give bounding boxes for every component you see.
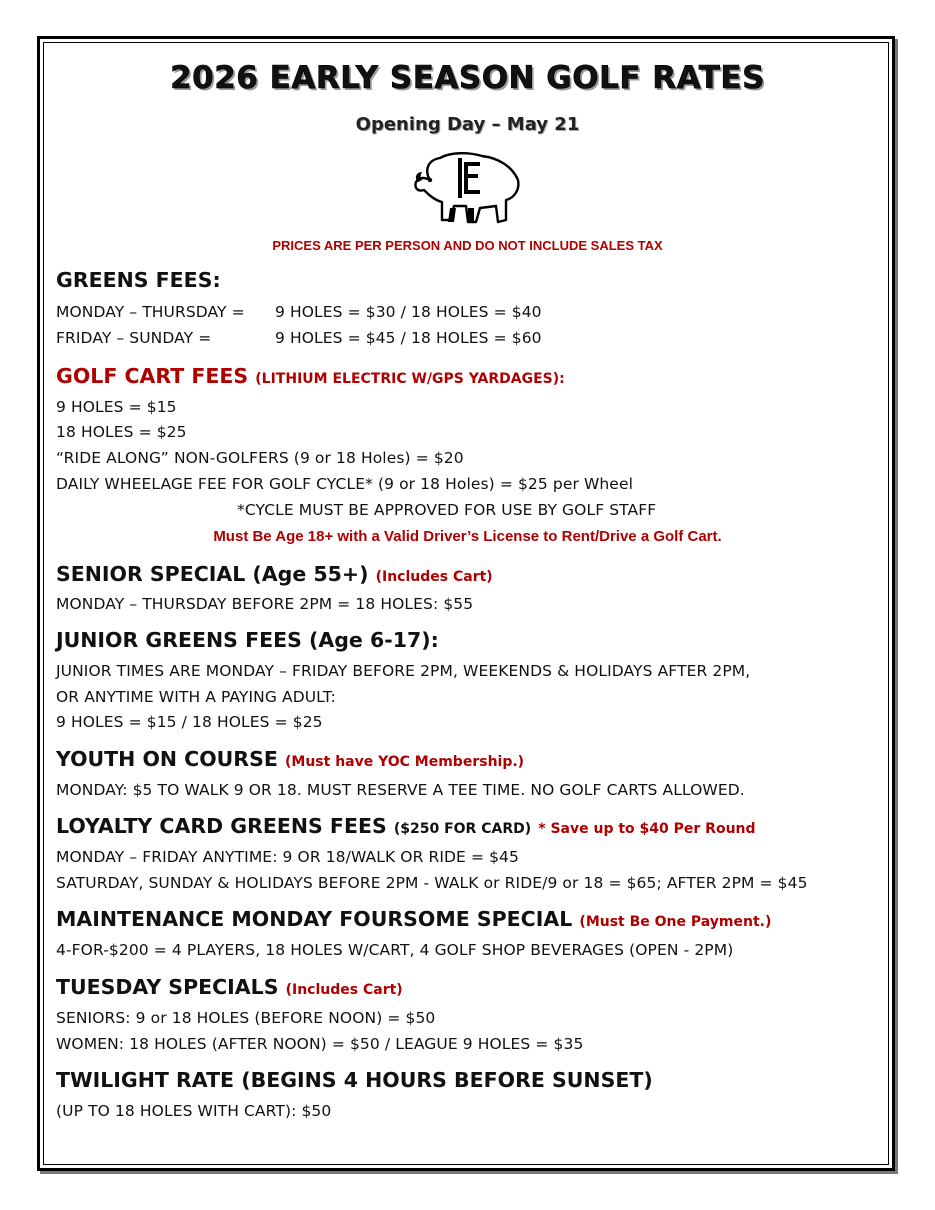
- loyalty-card-save-note: * Save up to $40 Per Round: [538, 821, 756, 837]
- tuesday-specials-heading: [56, 975, 403, 999]
- loyalty-card-title: LOYALTY CARD GREENS FEES: [56, 814, 387, 838]
- loyalty-line: MONDAY – FRIDAY ANYTIME: 9 OR 18/WALK OR RIDE = $45: [56, 848, 519, 866]
- junior-line: JUNIOR TIMES ARE MONDAY – FRIDAY BEFORE 2PM, WEEKENDS & HOLIDAYS AFTER 2PM,: [56, 662, 751, 680]
- tuesday-line: SENIORS: 9 or 18 HOLES (BEFORE NOON) = $50: [56, 1009, 436, 1027]
- youth-line: MONDAY: $5 TO WALK 9 OR 18. MUST RESERVE A TEE TIME. NO GOLF CARTS ALLOWED.: [56, 781, 745, 799]
- golf-cart-title: GOLF CART FEES: [56, 364, 249, 388]
- loyalty-line: SATURDAY, SUNDAY & HOLIDAYS BEFORE 2PM - WALK or RIDE/9 or 18 = $65; AFTER 2PM = $45: [56, 874, 808, 892]
- greens-fees-row: [56, 303, 542, 321]
- sales-tax-notice: PRICES ARE PER PERSON AND DO NOT INCLUDE SALES TAX: [272, 238, 663, 253]
- greens-fees-row: [56, 329, 542, 347]
- golf-cart-heading: [56, 364, 565, 388]
- maintenance-monday-note: (Must Be One Payment.): [579, 914, 772, 930]
- senior-special-heading: [56, 562, 493, 586]
- senior-special-line: MONDAY – THURSDAY BEFORE 2PM = 18 HOLES: $55: [56, 595, 474, 613]
- golf-cart-line: “RIDE ALONG” NON-GOLFERS (9 or 18 Holes) = $20: [56, 449, 464, 467]
- youth-on-course-heading: [56, 747, 524, 771]
- drivers-license-warning: Must Be Age 18+ with a Valid Driver’s License to Rent/Drive a Golf Cart.: [213, 528, 722, 545]
- maintenance-monday-title: MAINTENANCE MONDAY FOURSOME SPECIAL: [56, 907, 573, 931]
- greens-fees-rates: 9 HOLES = $30 / 18 HOLES = $40: [275, 303, 542, 321]
- twilight-rate-heading: TWILIGHT RATE (BEGINS 4 HOURS BEFORE SUNSET): [56, 1068, 653, 1092]
- tuesday-specials-note: (Includes Cart): [285, 982, 403, 998]
- golf-cart-note: (LITHIUM ELECTRIC W/GPS YARDAGES):: [255, 371, 565, 387]
- greens-fees-days: FRIDAY – SUNDAY =: [56, 329, 212, 347]
- senior-special-note: (Includes Cart): [375, 569, 493, 585]
- maintenance-monday-heading: [56, 907, 771, 931]
- junior-greens-heading: JUNIOR GREENS FEES (Age 6-17):: [56, 628, 439, 652]
- golf-cart-line: 9 HOLES = $15: [56, 398, 177, 416]
- greens-fees-days: MONDAY – THURSDAY =: [56, 303, 245, 321]
- greens-fees-heading: GREENS FEES:: [56, 268, 221, 292]
- loyalty-card-heading: [56, 814, 756, 838]
- page-title: 2026 EARLY SEASON GOLF RATES: [170, 60, 765, 96]
- opening-day-subtitle: Opening Day – May 21: [355, 114, 580, 135]
- youth-on-course-title: YOUTH ON COURSE: [56, 747, 278, 771]
- tuesday-line: WOMEN: 18 HOLES (AFTER NOON) = $50 / LEAGUE 9 HOLES = $35: [56, 1035, 584, 1053]
- maintenance-line: 4-FOR-$200 = 4 PLAYERS, 18 HOLES W/CART, 4 GOLF SHOP BEVERAGES (OPEN - 2PM): [56, 941, 734, 959]
- junior-line: 9 HOLES = $15 / 18 HOLES = $25: [56, 713, 323, 731]
- tuesday-specials-title: TUESDAY SPECIALS: [56, 975, 279, 999]
- cycle-approval-note: *CYCLE MUST BE APPROVED FOR USE BY GOLF STAFF: [237, 501, 657, 519]
- golf-cart-line: DAILY WHEELAGE FEE FOR GOLF CYCLE* (9 or 18 Holes) = $25 per Wheel: [56, 475, 633, 493]
- loyalty-card-price-note: ($250 FOR CARD): [393, 821, 532, 837]
- youth-on-course-note: (Must have YOC Membership.): [285, 754, 525, 770]
- golf-cart-line: 18 HOLES = $25: [56, 423, 187, 441]
- greens-fees-rates: 9 HOLES = $45 / 18 HOLES = $60: [275, 329, 542, 347]
- senior-special-title: SENIOR SPECIAL (Age 55+): [56, 562, 369, 586]
- twilight-line: (UP TO 18 HOLES WITH CART): $50: [56, 1102, 332, 1120]
- bison-logo-icon: [410, 150, 522, 226]
- junior-line: OR ANYTIME WITH A PAYING ADULT:: [56, 688, 336, 706]
